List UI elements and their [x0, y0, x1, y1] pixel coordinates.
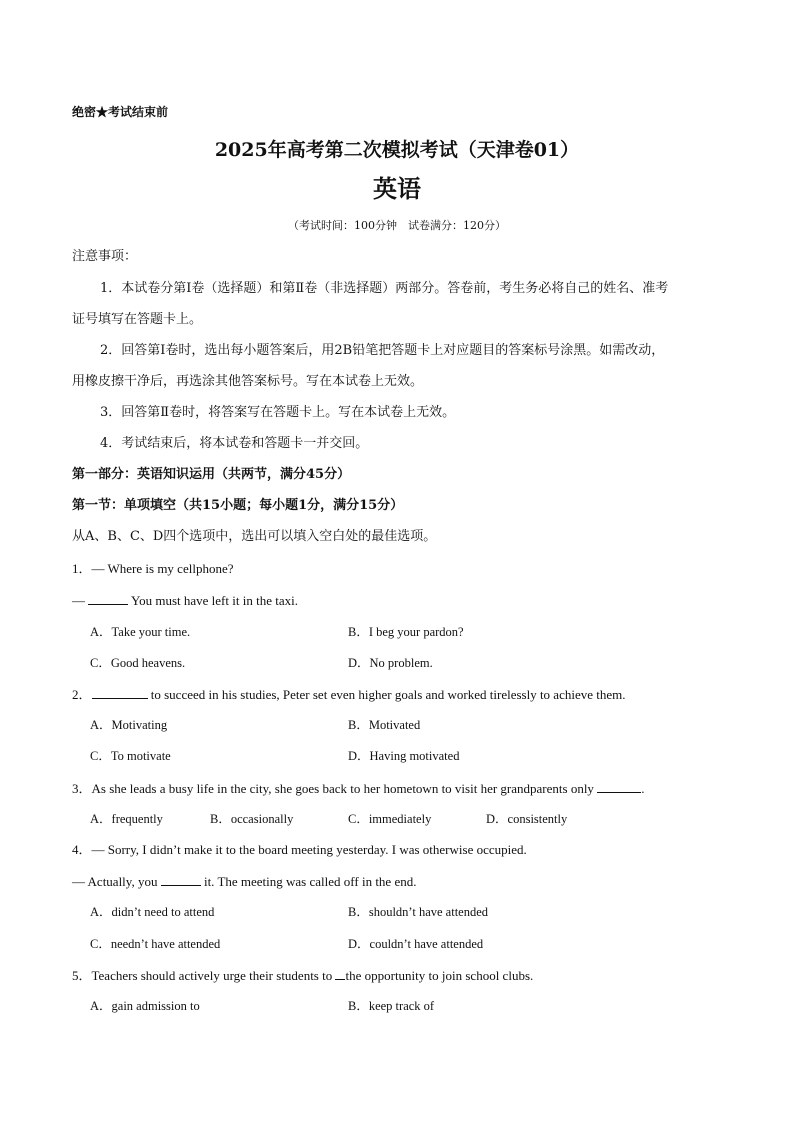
question-2: 2． to succeed in his studies, Peter set even higher goals and worked tirelessly to achieve them. [72, 687, 626, 702]
answer-blank [92, 686, 148, 699]
q1-option-d: D．No problem. [348, 656, 433, 670]
section1-heading: 第一节：单项填空（共15小题；每小题1分，满分15分） [72, 498, 404, 513]
exam-title: 2025年高考第二次模拟考试（天津卷01） [214, 139, 580, 161]
question-1-line-1: 1．— Where is my cellphone? [72, 561, 234, 576]
question-4-line-1: 4．— Sorry, I didn’t make it to the board meeting yesterday. I was otherwise occupied. [72, 842, 527, 857]
note-item-1-line-1: 1．本试卷分第Ⅰ卷（选择题）和第Ⅱ卷（非选择题）两部分。答卷前，考生务必将自己的姓名、准考 [100, 281, 669, 296]
confidential-label: 绝密★考试结束前 [72, 105, 169, 119]
q3-option-a: A．frequently [90, 812, 163, 826]
q2-option-d: D．Having motivated [348, 749, 460, 763]
question-1-line-2: — You must have left it in the taxi. [72, 593, 298, 608]
q4-option-d: D．couldn’t have attended [348, 937, 484, 951]
answer-blank [88, 592, 128, 605]
note-item-2-line-2: 用橡皮擦干净后，再选涂其他答案标号。写在本试卷上无效。 [72, 374, 424, 389]
note-item-3: 3．回答第Ⅱ卷时，将答案写在答题卡上。写在本试卷上无效。 [100, 405, 456, 420]
question-3: 3．As she leads a busy life in the city, she goes back to her hometown to visit her grandparents only . [72, 781, 645, 796]
q3-option-b: B．occasionally [210, 812, 294, 826]
note-item-2-line-1: 2．回答第Ⅰ卷时，选出每小题答案后，用2B铅笔把答题卡上对应题目的答案标号涂黑。如需改动， [100, 343, 665, 358]
q2-option-a: A．Motivating [90, 718, 168, 732]
q1-option-c: C．Good heavens. [90, 656, 186, 670]
exam-info: （考试时间：100分钟 试卷满分：120分） [288, 219, 506, 232]
question-5: 5．Teachers should actively urge their students to the opportunity to join school clubs. [72, 968, 534, 983]
q5-option-b: B．keep track of [348, 999, 435, 1013]
q1-option-a: A．Take your time. [90, 625, 191, 639]
section1-instruction: 从A、B、C、D四个选项中，选出可以填入空白处的最佳选项。 [72, 529, 437, 544]
q2-option-c: C．To motivate [90, 749, 171, 763]
q4-option-a: A．didn’t need to attend [90, 905, 215, 919]
subject-title: 英语 [373, 175, 421, 203]
part1-heading: 第一部分：英语知识运用（共两节，满分45分） [72, 467, 351, 482]
note-item-4: 4．考试结束后，将本试卷和答题卡一并交回。 [100, 436, 369, 451]
question-4-line-2: — Actually, you it. The meeting was called off in the end. [72, 874, 417, 889]
q4-option-b: B．shouldn’t have attended [348, 905, 489, 919]
answer-blank [335, 967, 345, 980]
answer-blank [597, 780, 641, 793]
q5-option-a: A．gain admission to [90, 999, 200, 1013]
q1-option-b: B．I beg your pardon? [348, 625, 464, 639]
q2-option-b: B．Motivated [348, 718, 421, 732]
q3-option-d: D．consistently [486, 812, 568, 826]
answer-blank [161, 873, 201, 886]
notes-heading: 注意事项： [72, 249, 138, 264]
q4-option-c: C．needn’t have attended [90, 937, 221, 951]
note-item-1-line-2: 证号填写在答题卡上。 [72, 312, 203, 327]
q3-option-c: C．immediately [348, 812, 432, 826]
